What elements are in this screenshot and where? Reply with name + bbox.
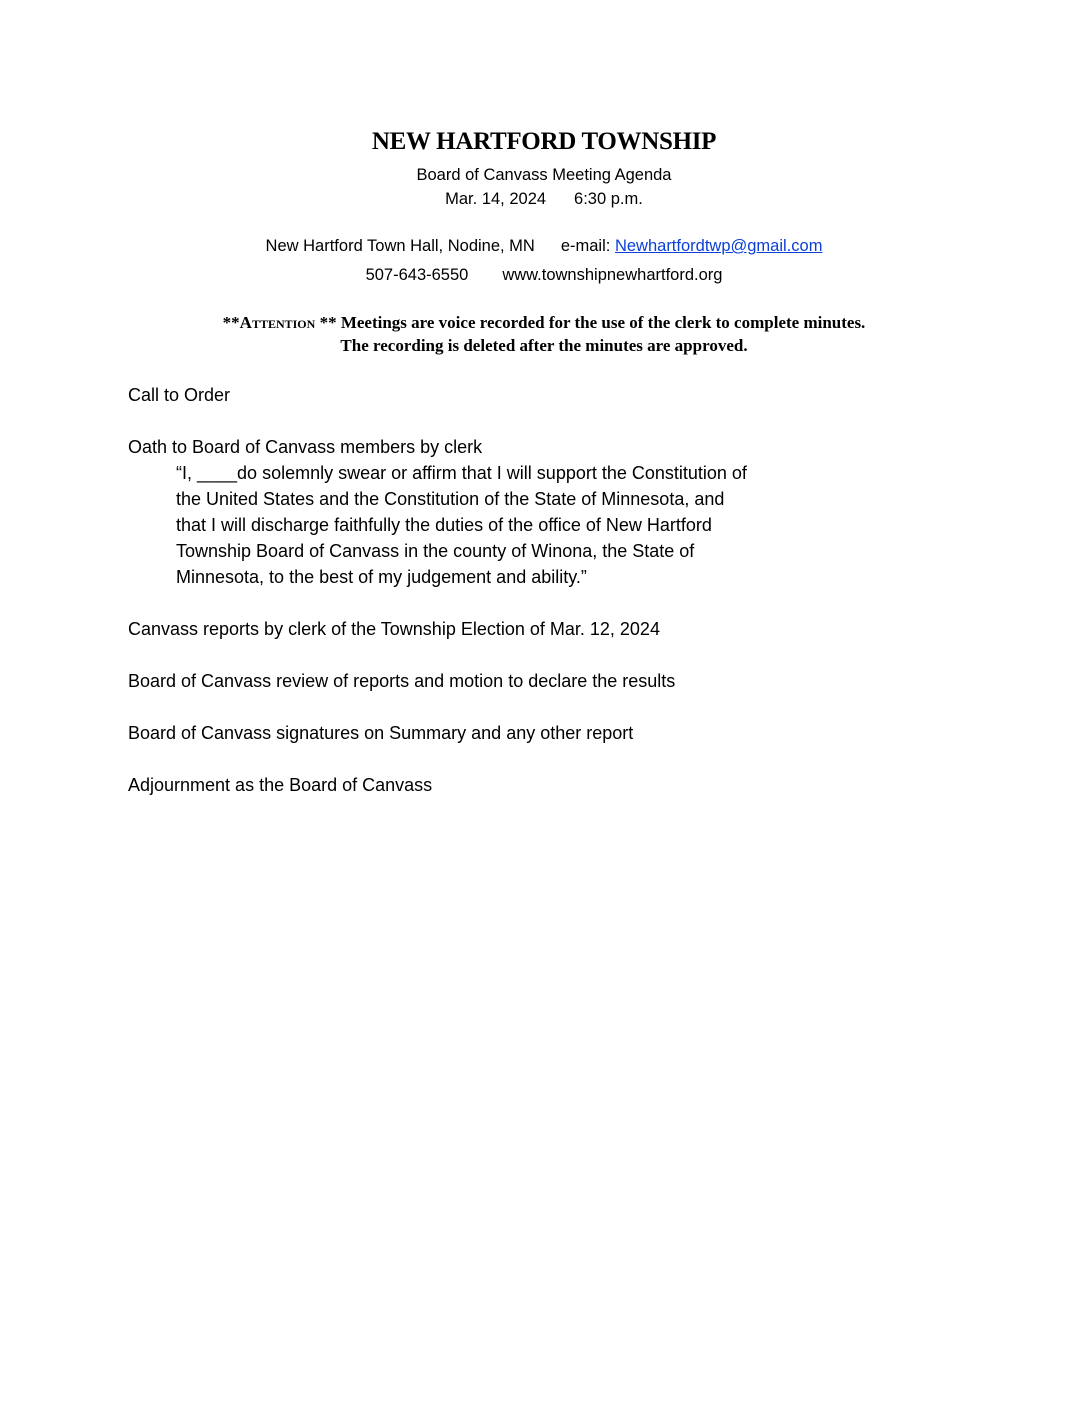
oath-text bbox=[176, 460, 747, 590]
oath-line: that I will discharge faithfully the duties of the office of New Hartford bbox=[176, 515, 712, 535]
document-title: NEW HARTFORD TOWNSHIP bbox=[371, 128, 717, 155]
agenda-item-adjournment: Adjournment as the Board of Canvass bbox=[128, 775, 433, 795]
notice-prefix: ** bbox=[222, 313, 240, 332]
oath-line: Minnesota, to the best of my judgement and ability.” bbox=[176, 567, 587, 587]
recording-notice-line2: The recording is deleted after the minutes are approved. bbox=[340, 336, 748, 355]
meeting-date: Mar. 14, 2024 bbox=[445, 190, 547, 208]
contact-line bbox=[0, 237, 1088, 256]
recording-notice bbox=[0, 313, 1088, 333]
notice-text: ** Meetings are voice recorded for the use of the clerk to complete minutes. bbox=[315, 313, 866, 332]
document-subtitle: Board of Canvass Meeting Agenda bbox=[416, 166, 672, 184]
oath-line: the United States and the Constitution of the State of Minnesota, and bbox=[176, 489, 725, 509]
oath-line: “I, ____do solemnly swear or affirm that I will support the Constitution of bbox=[176, 463, 747, 483]
website: www.townshipnewhartford.org bbox=[502, 266, 723, 284]
phone-number: 507-643-6550 bbox=[365, 266, 469, 284]
meeting-datetime bbox=[0, 190, 1088, 209]
meeting-location: New Hartford Town Hall, Nodine, MN bbox=[265, 237, 535, 255]
agenda-item-call-to-order: Call to Order bbox=[128, 385, 231, 405]
meeting-time: 6:30 p.m. bbox=[574, 190, 643, 208]
attention-label: Attention bbox=[239, 313, 316, 332]
oath-line: Township Board of Canvass in the county of Winona, the State of bbox=[176, 541, 695, 561]
agenda-item-canvass-reports: Canvass reports by clerk of the Township Election of Mar. 12, 2024 bbox=[128, 619, 660, 639]
agenda-item-review: Board of Canvass review of reports and motion to declare the results bbox=[128, 671, 676, 691]
agenda-item-signatures: Board of Canvass signatures on Summary and any other report bbox=[128, 723, 634, 743]
email-link[interactable]: Newhartfordtwp@gmail.com bbox=[614, 237, 823, 255]
email-label: e-mail: bbox=[560, 237, 611, 255]
agenda-item-oath: Oath to Board of Canvass members by clerk bbox=[128, 437, 483, 457]
phone-web-line bbox=[0, 266, 1088, 285]
